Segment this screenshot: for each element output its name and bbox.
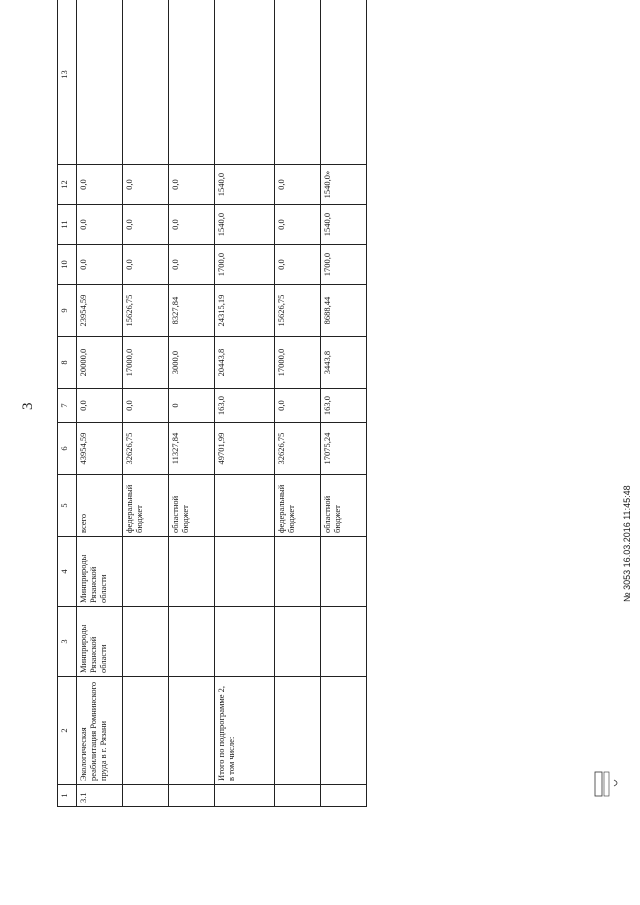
table-cell [123, 785, 169, 807]
table-cell: 0,0 [169, 205, 215, 245]
header-cell: 2 [58, 677, 77, 785]
table-cell: 0,0 [123, 205, 169, 245]
table-cell [321, 537, 367, 607]
table-cell [123, 607, 169, 677]
table-cell [321, 607, 367, 677]
stamp-icon [594, 768, 624, 798]
table-cell: 3.1 [77, 785, 123, 807]
table-cell: 0,0 [275, 165, 321, 205]
table-cell: 0 [169, 389, 215, 423]
header-cell: 7 [58, 389, 77, 423]
table-cell: 15626,75 [275, 285, 321, 337]
table-cell: 8327,84 [169, 285, 215, 337]
table-row [123, 0, 169, 807]
table-cell: 32626,75 [123, 423, 169, 475]
table-cell: 0,0 [123, 245, 169, 285]
table-cell [215, 785, 275, 807]
table-cell: 17000,0 [123, 337, 169, 389]
table-cell: 1700,0 [321, 245, 367, 285]
table-cell: 3000,0 [169, 337, 215, 389]
header-cell: 6 [58, 423, 77, 475]
table-cell [215, 537, 275, 607]
table-cell: федеральный бюджет [275, 475, 321, 537]
table-cell [215, 0, 275, 165]
table-cell [169, 677, 215, 785]
table-cell: областной бюджет [169, 475, 215, 537]
budget-table [57, 0, 367, 807]
table-cell: 1540,0 [321, 205, 367, 245]
table-cell [169, 785, 215, 807]
table-cell: 1540,0» [321, 165, 367, 205]
table-cell [215, 607, 275, 677]
table-cell: 0,0 [77, 205, 123, 245]
header-cell: 10 [58, 245, 77, 285]
header-cell: 4 [58, 537, 77, 607]
header-cell: 12 [58, 165, 77, 205]
table-cell: Экологическая реабилитация Ромнинского пруда в г. Рязани [77, 677, 123, 785]
table-cell: 0,0 [169, 165, 215, 205]
table-cell: 0,0 [275, 389, 321, 423]
table-cell: 0,0 [77, 245, 123, 285]
table-cell [275, 677, 321, 785]
header-cell: 9 [58, 285, 77, 337]
table-cell: 8688,44 [321, 285, 367, 337]
budget-table-rotated [57, 32, 342, 807]
table-cell [275, 785, 321, 807]
table-cell [275, 0, 321, 165]
table-cell: 0,0 [77, 389, 123, 423]
table-cell: 0,0 [275, 205, 321, 245]
table-cell: 23954,59 [77, 285, 123, 337]
header-cell: 1 [58, 785, 77, 807]
header-cell: 11 [58, 205, 77, 245]
table-cell: 15626,75 [123, 285, 169, 337]
table-cell: Минприроды Рязанской области [77, 607, 123, 677]
table-row [275, 0, 321, 807]
table-cell [169, 607, 215, 677]
table-row [169, 0, 215, 807]
table-cell: Минприроды Рязанской области [77, 537, 123, 607]
table-cell [77, 0, 123, 165]
table-cell [275, 537, 321, 607]
table-cell: 17000,0 [275, 337, 321, 389]
table-cell: 1540,0 [215, 205, 275, 245]
table-cell: Итого по подпрограмме 2, в том числе: [215, 677, 275, 785]
table-cell [215, 475, 275, 537]
table-cell [123, 537, 169, 607]
table-cell: 32626,75 [275, 423, 321, 475]
table-cell: 17075,24 [321, 423, 367, 475]
header-cell: 13 [58, 0, 77, 165]
table-cell: 0,0 [123, 165, 169, 205]
table-cell: 0,0 [123, 389, 169, 423]
table-cell [123, 677, 169, 785]
table-cell: 49701,99 [215, 423, 275, 475]
header-row [58, 0, 77, 807]
table-cell: 43954,59 [77, 423, 123, 475]
table-cell [321, 785, 367, 807]
header-cell: 3 [58, 607, 77, 677]
table-cell: областной бюджет [321, 475, 367, 537]
table-cell [321, 0, 367, 165]
table-cell: 1540,0 [215, 165, 275, 205]
table-cell [275, 607, 321, 677]
table-cell: 11327,84 [169, 423, 215, 475]
table-cell: 163,0 [215, 389, 275, 423]
table-cell: 0,0 [169, 245, 215, 285]
table-cell: 3443,8 [321, 337, 367, 389]
page-number: 3 [20, 402, 36, 410]
table-row [215, 0, 275, 807]
table-cell: 0,0 [77, 165, 123, 205]
table-cell: 20000,0 [77, 337, 123, 389]
table-cell [321, 677, 367, 785]
table-cell: 163,0 [321, 389, 367, 423]
table-row [321, 0, 367, 807]
table-cell: 20443,8 [215, 337, 275, 389]
registration-footer: № 3053 16.03.2016 11:45:48 [622, 485, 632, 602]
table-row [77, 0, 123, 807]
header-cell: 8 [58, 337, 77, 389]
table-cell [123, 0, 169, 165]
table-cell [169, 0, 215, 165]
table-cell: 24315,19 [215, 285, 275, 337]
header-cell: 5 [58, 475, 77, 537]
table-cell: 0,0 [275, 245, 321, 285]
table-cell: всего [77, 475, 123, 537]
table-cell: федеральный бюджет [123, 475, 169, 537]
table-cell: 1700,0 [215, 245, 275, 285]
table-cell [169, 537, 215, 607]
